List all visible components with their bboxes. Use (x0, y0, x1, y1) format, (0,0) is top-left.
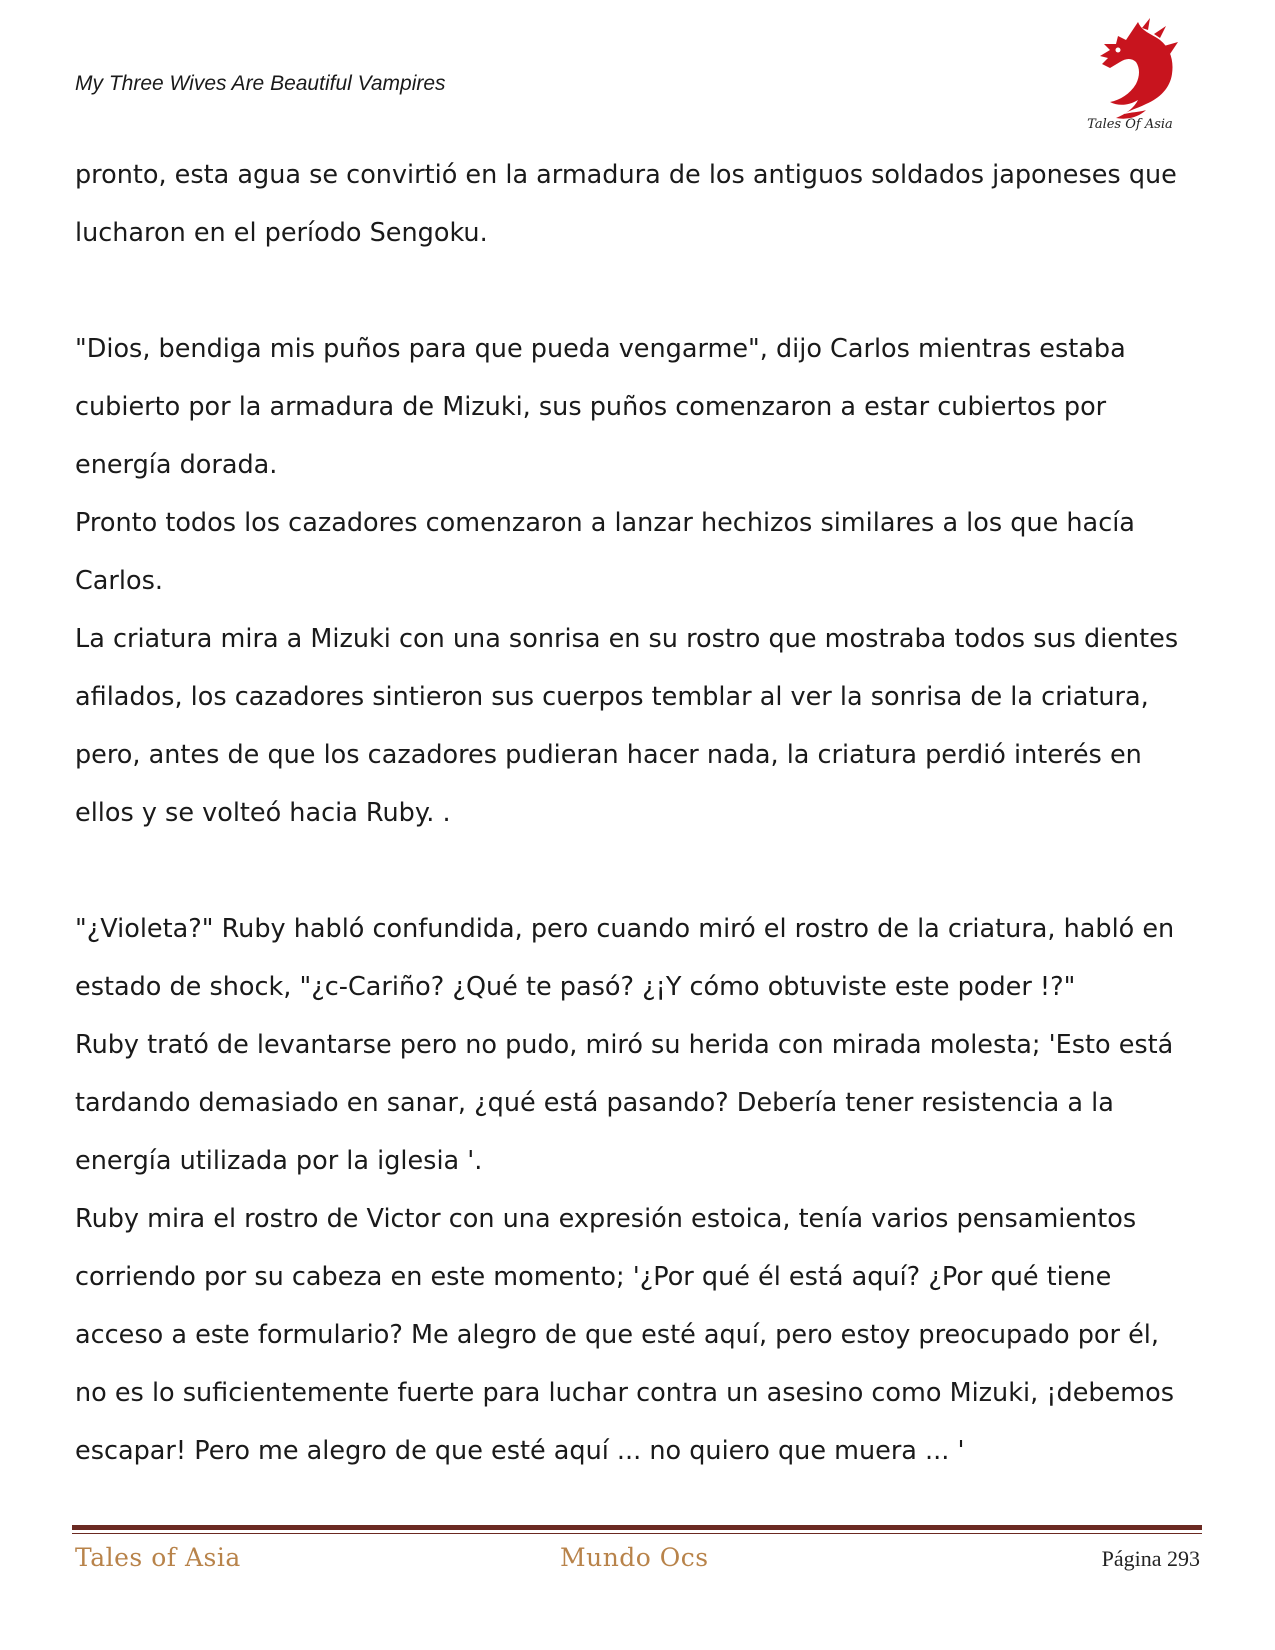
text-line: Carlos. (75, 566, 163, 596)
page-number: Página 293 (1101, 1546, 1200, 1571)
blank-line (75, 842, 1205, 900)
footer-publisher: Tales of Asia (75, 1543, 241, 1572)
footer-center-label: Mundo Ocs (560, 1543, 709, 1572)
footer-rule (72, 1525, 1202, 1530)
text-line: energía utilizada por la iglesia '. (75, 1146, 483, 1176)
text-line: cubierto por la armadura de Mizuki, sus puños comenzaron a estar cubiertos por (75, 392, 1107, 422)
text-line: pero, antes de que los cazadores pudieran hacer nada, la criatura perdió interés en (75, 740, 1142, 770)
text-line: Ruby mira el rostro de Victor con una expresión estoica, tenía varios pensamientos (75, 1204, 1137, 1234)
text-line: afilados, los cazadores sintieron sus cuerpos temblar al ver la sonrisa de la criatura, (75, 682, 1149, 712)
text-line: "Dios, bendiga mis puños para que pueda vengarme", dijo Carlos mientras estaba (75, 334, 1126, 364)
text-line: tardando demasiado en sanar, ¿qué está pasando? Debería tener resistencia a la (75, 1088, 1114, 1118)
text-line: estado de shock, "¿c-Cariño? ¿Qué te pasó? ¿¡Y cómo obtuviste este poder !?" (75, 972, 1076, 1002)
page-body (75, 146, 1205, 1480)
text-line: La criatura mira a Mizuki con una sonrisa en su rostro que mostraba todos sus dientes (75, 624, 1179, 654)
blank-line (75, 262, 1205, 320)
logo-text: Tales Of Asia (1087, 117, 1173, 132)
text-line: energía dorada. (75, 450, 278, 480)
text-line: acceso a este formulario? Me alegro de que esté aquí, pero estoy preocupado por él, (75, 1320, 1159, 1350)
text-line: pronto, esta agua se convirtió en la armadura de los antiguos soldados japoneses que (75, 160, 1177, 190)
text-line: ellos y se volteó hacia Ruby. . (75, 798, 451, 828)
footer-rule-thin (72, 1533, 1202, 1534)
text-line: lucharon en el período Sengoku. (75, 218, 488, 248)
text-line: Ruby trató de levantarse pero no pudo, miró su herida con mirada molesta; 'Esto está (75, 1030, 1174, 1060)
text-line: corriendo por su cabeza en este momento; '¿Por qué él está aquí? ¿Por qué tiene (75, 1262, 1112, 1292)
text-line: escapar! Pero me alegro de que esté aquí ... no quiero que muera ... ' (75, 1436, 965, 1466)
text-line: Pronto todos los cazadores comenzaron a lanzar hechizos similares a los que hacía (75, 508, 1135, 538)
text-line: "¿Violeta?" Ruby habló confundida, pero cuando miró el rostro de la criatura, habló en (75, 914, 1175, 944)
book-title: My Three Wives Are Beautiful Vampires (75, 72, 446, 95)
text-line: no es lo suficientemente fuerte para luchar contra un asesino como Mizuki, ¡debemos (75, 1378, 1174, 1408)
